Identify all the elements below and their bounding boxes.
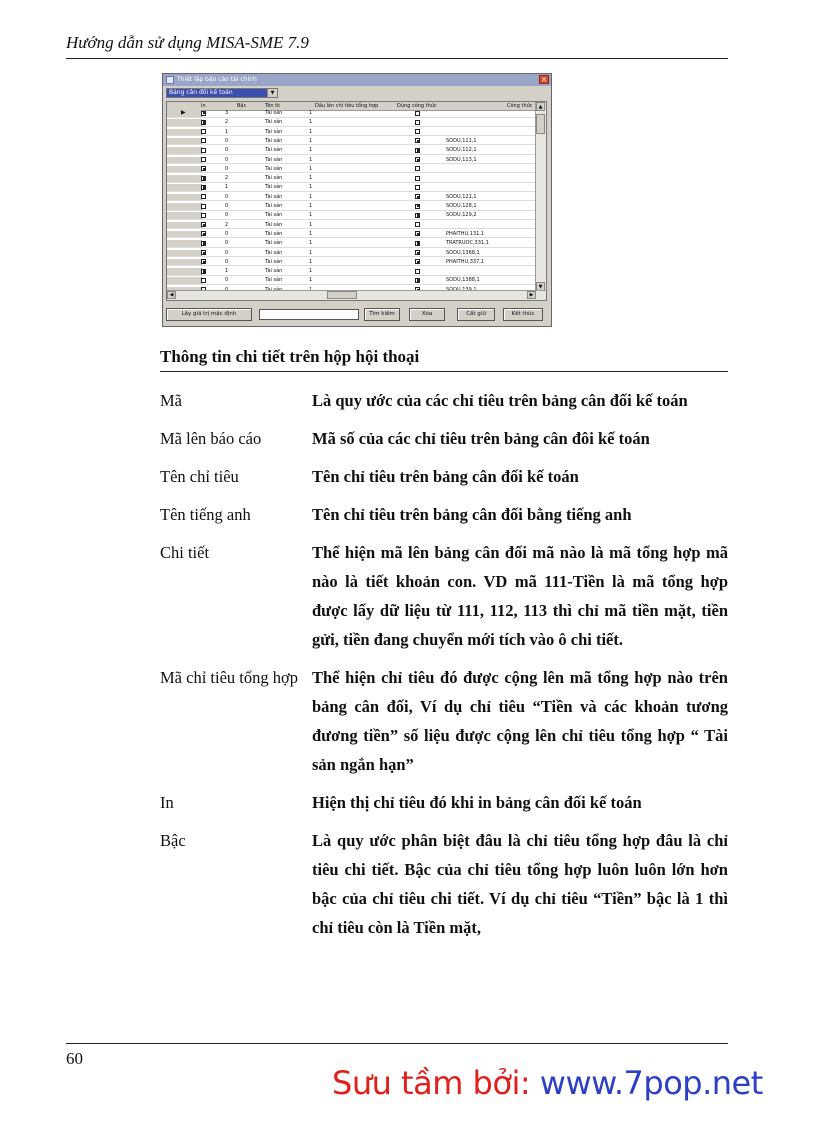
dau-cell[interactable]: 1 [309,165,313,172]
definition-row [160,788,728,817]
col-dau[interactable]: Dấu lên chỉ tiêu tổng hợp [315,103,379,109]
close-icon[interactable]: ✕ [539,75,549,84]
vertical-scrollbar[interactable] [535,102,546,291]
table-row[interactable] [167,203,536,211]
in-checkbox[interactable] [201,129,206,134]
ten-cell[interactable]: Tài sản [265,240,283,247]
row-selector[interactable] [167,157,202,164]
row-selector[interactable] [167,277,202,284]
definition-row [160,500,728,529]
definition-term: Bậc [160,831,186,850]
scroll-thumb[interactable] [536,114,545,134]
ten-cell[interactable]: Tài sản [265,175,283,182]
table-row[interactable] [167,240,536,248]
definition-term: Mã lên báo cáo [160,429,262,448]
dau-cell[interactable]: 1 [309,110,313,116]
footer-rule [66,1043,728,1044]
table-row[interactable] [167,277,536,285]
row-selector[interactable] [167,138,202,145]
watermark-site: www.7pop.net [539,1064,763,1102]
dau-cell[interactable]: 1 [309,230,313,237]
table-row[interactable] [167,129,536,137]
grid-rows [167,110,536,291]
ten-cell[interactable]: Tài sản [265,193,283,200]
row-selector[interactable] [167,250,202,257]
bac-cell[interactable]: 0 [225,203,229,209]
in-checkbox[interactable] [201,166,206,171]
dialog-title: Thiết lập báo cáo tài chính [177,76,257,83]
formula-checkbox[interactable] [415,278,420,283]
in-checkbox[interactable] [201,278,206,283]
ten-cell[interactable]: Tài sản [265,221,283,228]
dau-cell[interactable]: 1 [309,203,313,209]
definition-row [160,462,728,491]
dau-cell[interactable]: 1 [309,258,313,265]
scroll-up-icon[interactable]: ▲ [536,102,545,111]
close-button[interactable]: Kết thúc [503,308,543,321]
ten-cell[interactable]: Tài sản [265,147,283,154]
definition-row [160,424,728,453]
horizontal-scrollbar[interactable] [167,290,546,300]
dau-cell[interactable]: 1 [309,268,313,275]
dau-cell[interactable]: 1 [309,193,313,200]
dau-cell[interactable]: 1 [309,119,313,126]
hscroll-thumb[interactable] [327,291,357,299]
page-number: 60 [66,1049,83,1068]
row-selector[interactable] [167,259,202,266]
table-row[interactable] [167,184,536,192]
bac-cell[interactable]: 0 [225,193,229,200]
definition-row [160,386,728,415]
row-selector[interactable] [167,184,202,191]
row-selector[interactable] [167,147,202,154]
bac-cell[interactable]: 2 [225,221,229,228]
row-selector[interactable] [167,119,202,126]
bac-cell[interactable]: 0 [225,258,229,265]
in-checkbox[interactable] [201,185,206,190]
formula-checkbox[interactable] [415,259,420,264]
table-row[interactable] [167,212,536,220]
bac-cell[interactable]: 0 [225,277,229,284]
section-rule [160,371,728,372]
current-row-icon: ▶ [181,109,186,116]
dau-cell[interactable]: 1 [309,184,313,191]
definition-term: Tên tiếng anh [160,505,251,524]
dau-cell[interactable]: 1 [309,277,313,284]
definition-row [160,538,728,654]
formula-checkbox[interactable] [415,129,420,134]
dau-cell[interactable]: 1 [309,212,313,219]
scroll-left-icon[interactable]: ◀ [167,291,176,299]
table-row[interactable] [167,268,536,276]
search-input[interactable] [259,309,359,320]
chevron-down-icon[interactable]: ▼ [267,89,277,97]
formula-cell[interactable]: SODU,112,1 [446,147,477,154]
ten-cell[interactable]: Tài sản [265,128,283,135]
in-checkbox[interactable] [201,259,206,264]
save-button[interactable]: Cất giữ [457,308,495,321]
formula-cell[interactable]: SODU,1388,1 [446,277,480,284]
definition-desc: Mã số của các chỉ tiêu trên bảng cân đôi kế toán [312,429,650,448]
definition-term: In [160,793,174,812]
watermark [332,1064,763,1102]
table-row[interactable] [167,250,536,258]
in-checkbox[interactable] [201,138,206,143]
row-selector[interactable] [167,166,202,173]
row-selector[interactable] [167,212,202,219]
formula-cell[interactable]: PHAITHU,131,1 [446,230,485,237]
app-icon [166,76,174,84]
bac-cell[interactable]: 1 [225,184,229,191]
table-row[interactable] [167,157,536,165]
formula-cell[interactable]: PHAITHU,337,1 [446,258,485,265]
formula-cell[interactable]: SODU,111,1 [446,137,477,144]
table-row[interactable] [167,119,536,127]
definitions-list [160,386,728,951]
definition-term: Tên chỉ tiêu [160,467,239,486]
dau-cell[interactable]: 1 [309,249,313,256]
definition-row [160,663,728,779]
formula-checkbox[interactable] [415,204,420,209]
formula-cell[interactable]: SODU,113,1 [446,156,477,163]
table-row[interactable] [167,259,536,267]
formula-cell[interactable]: SODU,1368,1 [446,249,480,256]
scroll-right-icon[interactable]: ▶ [527,291,536,299]
definition-desc: Hiện thị chỉ tiêu đó khi in bảng cân đối kế toán [312,793,642,812]
in-checkbox[interactable] [201,250,206,255]
table-row[interactable] [167,166,536,174]
formula-checkbox[interactable] [415,231,420,236]
col-ten[interactable]: Tên tk [265,103,281,109]
formula-cell[interactable]: SODU,129,2 [446,212,477,219]
in-checkbox[interactable] [201,194,206,199]
ten-cell[interactable]: Tài sản [265,156,283,163]
bac-cell[interactable]: 0 [225,156,229,163]
in-checkbox[interactable] [201,213,206,218]
ten-cell[interactable]: Tài sản [265,277,283,284]
in-checkbox[interactable] [201,204,206,209]
formula-checkbox[interactable] [415,148,420,153]
watermark-label: Sưu tầm bởi: [332,1064,531,1102]
table-row[interactable] [167,175,536,183]
in-checkbox[interactable] [201,120,206,125]
formula-cell[interactable]: SODU,121,1 [446,193,477,200]
definition-term: Mã [160,391,182,410]
dau-cell[interactable]: 1 [309,156,313,163]
dau-cell[interactable]: 1 [309,175,313,182]
bac-cell[interactable]: 3 [225,110,229,116]
formula-checkbox[interactable] [415,241,420,246]
col-congthuc[interactable]: Công thức [507,103,533,109]
formula-checkbox[interactable] [415,185,420,190]
report-select-value: Bảng cân đối kế toán [167,89,267,97]
ten-cell[interactable]: Tài sản [265,119,283,126]
table-row[interactable] [167,231,536,239]
in-checkbox[interactable] [201,231,206,236]
formula-checkbox[interactable] [415,111,420,116]
bac-cell[interactable]: 0 [225,212,229,219]
scroll-down-icon[interactable]: ▼ [536,282,545,291]
definition-desc: Là quy ước phân biệt đâu là chỉ tiêu tổng hợp đâu là chỉ tiêu chi tiết. Bậc của chỉ tiêu tổng hợp luôn luôn lớn hơn bậc của chỉ tiêu chi tiết. Ví dụ chỉ tiêu “Tiền” bậc là 1 thì chỉ tiêu còn là Tiền mặt, [312,831,728,937]
definition-term: Chi tiết [160,543,210,562]
formula-checkbox[interactable] [415,250,420,255]
indicator-grid[interactable] [166,101,547,301]
dau-cell[interactable]: 1 [309,128,313,135]
bac-cell[interactable]: 2 [225,175,229,182]
ten-cell[interactable]: Tài sản [265,258,283,265]
definition-desc: Thể hiện mã lên bảng cân đối mã nào là mã tổng hợp mã nào là tiết khoản con. VD mã 111-Tiền là mã tổng hợp được lấy dữ liệu từ 111, 112, 113 thì chỉ mã tiền mặt, tiền gửi, tiền đang chuyển mới tích vào ô chi tiết. [312,543,728,649]
formula-checkbox[interactable] [415,222,420,227]
dau-cell[interactable]: 1 [309,147,313,154]
table-row[interactable] [167,194,536,202]
ten-cell[interactable]: Tài sản [265,184,283,191]
in-checkbox[interactable] [201,111,206,116]
row-selector[interactable] [167,268,202,275]
bac-cell[interactable]: 0 [225,165,229,172]
section-title: Thông tin chi tiết trên hộp hội thoại [160,347,420,366]
ten-cell[interactable]: Tài sản [265,165,283,172]
in-checkbox[interactable] [201,176,206,181]
col-dung[interactable]: Dùng công thức [397,103,437,109]
definition-term: Mã chỉ tiêu tổng hợp [160,668,298,687]
bac-cell[interactable]: 0 [225,249,229,256]
table-row[interactable] [167,138,536,146]
dau-cell[interactable]: 1 [309,137,313,144]
in-checkbox[interactable] [201,241,206,246]
row-selector[interactable] [167,240,202,247]
ten-cell[interactable]: Tài sản [265,230,283,237]
running-header: Hướng dẫn sử dụng MISA-SME 7.9 [66,33,309,52]
row-selector[interactable] [167,222,202,229]
definition-desc: Tên chỉ tiêu trên bảng cân đối bằng tiếng anh [312,505,632,524]
default-values-button[interactable]: Lấy giá trị mặc định [166,308,252,321]
col-bac[interactable]: Bậc [237,103,247,109]
row-selector[interactable] [167,175,202,182]
bac-cell[interactable]: 0 [225,137,229,144]
ten-cell[interactable]: Tài sản [265,110,283,116]
dialog-title-bar [163,74,551,86]
ten-cell[interactable]: Tài sản [265,268,283,275]
definition-desc: Tên chỉ tiêu trên bảng cân đối kế toán [312,467,579,486]
header-rule [66,58,728,59]
bac-cell[interactable]: 1 [225,268,229,275]
formula-checkbox[interactable] [415,213,420,218]
formula-checkbox[interactable] [415,157,420,162]
report-setup-dialog [162,73,552,327]
table-row[interactable] [167,110,536,118]
formula-checkbox[interactable] [415,120,420,125]
col-in[interactable]: In [201,103,206,109]
find-button[interactable]: Tìm kiếm [364,308,400,321]
in-checkbox[interactable] [201,269,206,274]
definition-desc: Thể hiện chỉ tiêu đó được cộng lên mã tổng hợp nào trên bảng cân đối, Ví dụ chỉ tiêu “Tiền và các khoản tương đương tiền” số liệu được cộng lên chỉ tiêu tổng hợp “ Tài sản ngắn hạn” [312,668,728,774]
row-selector[interactable] [167,203,202,210]
formula-checkbox[interactable] [415,138,420,143]
report-select[interactable] [166,88,278,98]
bac-cell[interactable]: 0 [225,147,229,154]
definition-row [160,826,728,942]
bac-cell[interactable]: 2 [225,119,229,126]
bac-cell[interactable]: 1 [225,128,229,135]
bac-cell[interactable]: 0 [225,240,229,247]
ten-cell[interactable]: Tài sản [265,249,283,256]
formula-cell[interactable]: SODU,128,1 [446,203,477,209]
ten-cell[interactable]: Tài sản [265,203,283,209]
in-checkbox[interactable] [201,148,206,153]
row-selector[interactable] [167,231,202,238]
row-selector[interactable] [167,129,202,136]
bac-cell[interactable]: 0 [225,230,229,237]
formula-checkbox[interactable] [415,166,420,171]
row-selector[interactable] [167,194,202,201]
dau-cell[interactable]: 1 [309,240,313,247]
table-row[interactable] [167,147,536,155]
delete-button[interactable]: Xóa [409,308,445,321]
in-checkbox[interactable] [201,157,206,162]
formula-checkbox[interactable] [415,194,420,199]
dau-cell[interactable]: 1 [309,221,313,228]
definition-desc: Là quy ước của các chỉ tiêu trên bảng cân đối kế toán [312,391,688,410]
table-row[interactable] [167,222,536,230]
formula-checkbox[interactable] [415,176,420,181]
ten-cell[interactable]: Tài sản [265,212,283,219]
formula-cell[interactable]: TRATRUOC,331,1 [446,240,489,247]
in-checkbox[interactable] [201,222,206,227]
ten-cell[interactable]: Tài sản [265,137,283,144]
formula-checkbox[interactable] [415,269,420,274]
